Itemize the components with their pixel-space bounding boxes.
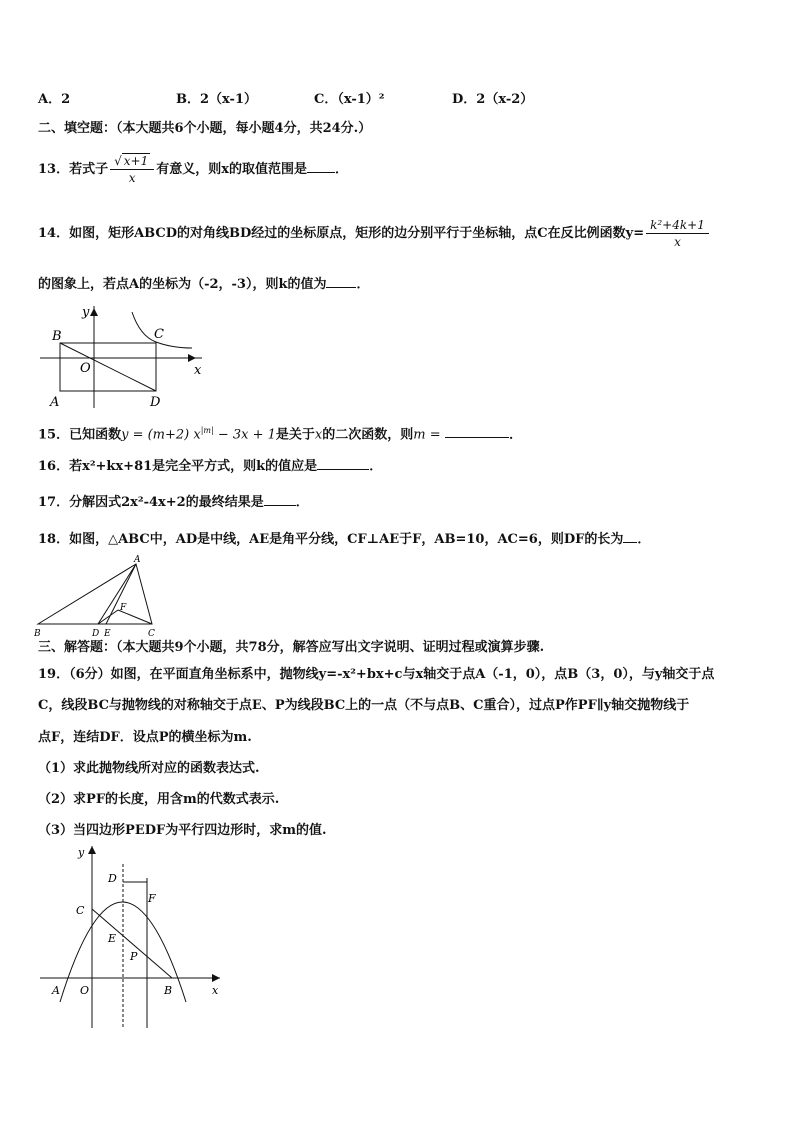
q14-label-x: x <box>194 363 202 378</box>
q18-label-a: A <box>134 555 141 565</box>
q18-triangle-figure <box>34 552 164 638</box>
q19-parabola-figure <box>36 842 226 1032</box>
q14-line1: 14．如图，矩形ABCD的对角线BD经过的坐标原点，矩形的边分别平行于坐标轴，点C在反比例函数y= <box>38 226 645 241</box>
q18-label-c: C <box>148 629 155 638</box>
q14-label-d: D <box>150 395 161 410</box>
q13-fraction: $\frac{√ x+1}{x}$ <box>110 153 154 186</box>
question-19-line2: C，线段BC与抛物线的对称轴交于点E、P为线段BC上的一点（不与点B、C重合），过点P作PF∥y轴交抛物线于 <box>38 698 690 713</box>
q14-label-o: O <box>80 361 91 376</box>
q19-label-y: y <box>78 846 85 859</box>
q18-triangle-abc <box>38 564 152 624</box>
q19-label-b: B <box>164 984 173 997</box>
q14-label-y: y <box>82 305 90 320</box>
choice-b: B．2（x-1） <box>176 92 257 107</box>
q15-exponent: |m| <box>200 426 214 435</box>
q14-answer-blank <box>326 275 356 288</box>
q19-segment-bc <box>92 909 172 978</box>
q19-label-f: F <box>148 892 156 905</box>
question-15: 15．已知函数y = (m+2) $x^{|m|} - 3x + 1$是关于x的二次函数，则m = ． <box>38 426 523 443</box>
q14-rectangle-figure <box>36 302 206 412</box>
q14-label-b: B <box>52 329 62 344</box>
choice-d: D．2（x-2） <box>452 92 534 107</box>
question-17: 17．分解因式2x²-4x+2的最终结果是 ． <box>38 495 309 510</box>
question-19-line3: 点F，连结DF．设点P的横坐标为m. <box>38 730 252 745</box>
question-14 <box>38 214 711 254</box>
section-fill-blank-heading: 二、填空题：（本大题共6个小题，每小题4分，共24分.） <box>38 121 372 136</box>
q19-label-a: A <box>52 984 60 997</box>
q15-formula: y = (m+2) x <box>121 427 201 443</box>
q13-prefix: 13．若式子 <box>38 162 109 177</box>
q14-label-a: A <box>50 395 60 410</box>
q18-label-f: F <box>120 603 127 613</box>
q19-label-e: E <box>108 932 117 945</box>
q14-y-arrow <box>90 308 98 316</box>
question-19-sub3: （3）当四边形PEDF为平行四边形时，求m的值. <box>38 823 327 838</box>
q18-label-d: D <box>92 629 100 638</box>
q18-label-e: E <box>104 629 111 638</box>
q18-label-b: B <box>34 629 41 638</box>
question-19-sub1: （1）求此抛物线所对应的函数表达式. <box>38 761 260 776</box>
q13-answer-blank <box>307 160 335 173</box>
question-19-line1: 19．（6分）如图，在平面直角坐标系中，抛物线y=-x²+bx+c与x轴交于点A（-1，0），点B（3，0），与y轴交于点 <box>38 667 715 682</box>
q19-label-c: C <box>76 904 85 917</box>
question-13: 13．若式子 $\frac{√ x+1}{x}$ 有意义，则x的取值范围是 ． <box>38 154 348 185</box>
choice-c: C．（x-1）² <box>314 92 385 107</box>
q13-radicand: x+1 <box>123 154 149 168</box>
q13-denominator: x <box>128 171 136 185</box>
q15-answer-blank <box>445 425 509 438</box>
question-18: 18．如图，△ABC中，AD是中线，AE是角平分线，CF⊥AE于F，AB=10，AC=6，则DF的长为 ． <box>38 532 651 547</box>
q19-label-p: P <box>130 950 138 963</box>
q19-label-x: x <box>212 984 219 997</box>
q14-numerator: k²+4k+1 <box>646 217 709 234</box>
q15-formula-rest: − 3x + 1 <box>213 427 276 443</box>
q14-x-arrow <box>188 354 196 362</box>
q17-answer-blank <box>264 493 296 506</box>
question-14-line2: 的图象上，若点A的坐标为（-2，-3），则k的值为 ． <box>38 277 370 292</box>
q14-diagonal-bd <box>60 343 156 391</box>
q14-label-c: C <box>154 327 164 342</box>
q19-label-o: O <box>80 984 90 997</box>
section-solution-heading: 三、解答题：（本大题共9个小题，共78分，解答应写出文字说明、证明过程或演算步骤. <box>38 640 545 655</box>
question-16: 16．若x²+kx+81是完全平方式，则k的值应是 ． <box>38 459 383 474</box>
choice-a: A．2 <box>38 92 71 107</box>
q18-segment-df <box>98 610 118 624</box>
q18-answer-blank <box>623 530 637 543</box>
q14-denominator: x <box>674 235 681 249</box>
q19-y-arrow <box>88 846 96 854</box>
q14-fraction <box>646 217 709 250</box>
q19-label-d: D <box>108 872 117 885</box>
q16-answer-blank <box>317 457 369 470</box>
q19-x-arrow <box>212 974 220 982</box>
question-19-sub2: （2）求PF的长度，用含m的代数式表示. <box>38 792 280 807</box>
q13-suffix: 有意义，则x的取值范围是 <box>156 162 307 177</box>
